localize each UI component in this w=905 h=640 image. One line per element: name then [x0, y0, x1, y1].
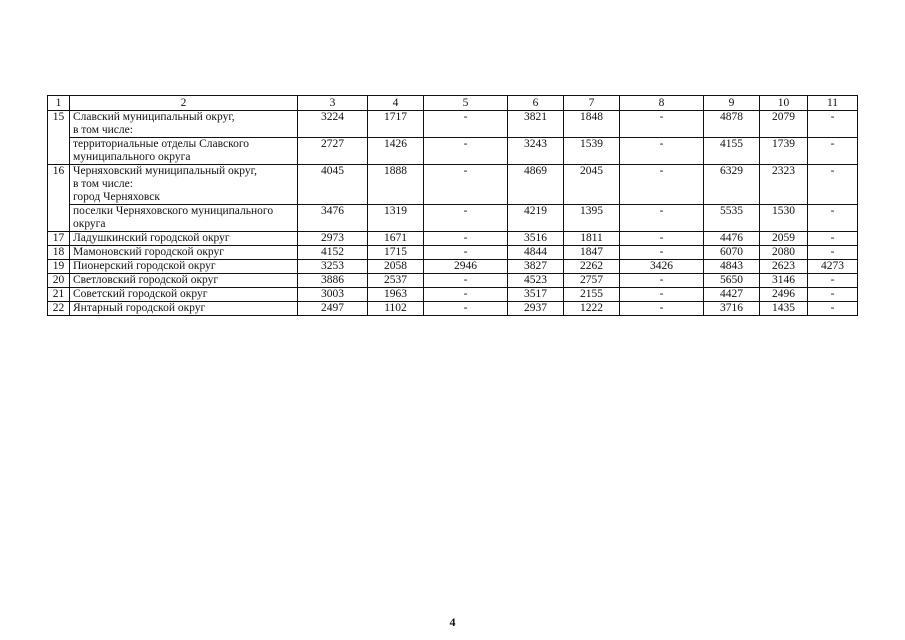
value-cell: -: [424, 111, 508, 138]
header-cell: 7: [564, 96, 620, 111]
value-cell: 3253: [298, 260, 368, 274]
municipality-name-line: Советский городской округ: [73, 288, 208, 300]
value-cell: 2323: [760, 165, 808, 205]
value-cell: 6070: [704, 246, 760, 260]
value-cell: 5535: [704, 205, 760, 232]
value-cell: 4843: [704, 260, 760, 274]
value-cell: 2623: [760, 260, 808, 274]
municipality-name-line: в том числе:: [73, 124, 133, 136]
value-cell: 2045: [564, 165, 620, 205]
value-cell: 4155: [704, 138, 760, 165]
header-cell: 3: [298, 96, 368, 111]
value-cell: -: [620, 111, 704, 138]
row-number-cell: 15: [48, 111, 70, 138]
municipality-name-line: Мамоновский городской округ: [73, 246, 224, 258]
header-cell: 10: [760, 96, 808, 111]
municipality-name-line: округа: [73, 218, 106, 230]
value-cell: 4427: [704, 288, 760, 302]
value-cell: -: [424, 302, 508, 316]
row-number-cell: 19: [48, 260, 70, 274]
page-number: 4: [449, 615, 456, 629]
header-cell: 6: [508, 96, 564, 111]
value-cell: 2080: [760, 246, 808, 260]
value-cell: -: [620, 302, 704, 316]
value-cell: -: [808, 138, 858, 165]
value-cell: -: [620, 138, 704, 165]
value-cell: -: [808, 274, 858, 288]
header-cell: 9: [704, 96, 760, 111]
municipality-name-cell: [70, 138, 298, 165]
value-cell: 5650: [704, 274, 760, 288]
municipality-name-cell: [70, 260, 298, 274]
value-cell: -: [808, 288, 858, 302]
header-cell: 4: [368, 96, 424, 111]
value-cell: 1848: [564, 111, 620, 138]
value-cell: 2757: [564, 274, 620, 288]
value-cell: 1222: [564, 302, 620, 316]
value-cell: 1435: [760, 302, 808, 316]
value-cell: -: [424, 246, 508, 260]
header-cell: 2: [70, 96, 298, 111]
data-table: [47, 95, 858, 316]
table-row: [48, 232, 858, 246]
value-cell: 2079: [760, 111, 808, 138]
value-cell: 1671: [368, 232, 424, 246]
value-cell: -: [620, 205, 704, 232]
municipality-name-line: муниципального округа: [73, 151, 191, 163]
table-body: [48, 96, 858, 316]
header-cell: 5: [424, 96, 508, 111]
row-number-cell: 22: [48, 302, 70, 316]
table-row: [48, 302, 858, 316]
municipality-name-line: в том числе:: [73, 178, 133, 190]
table-row: [48, 165, 858, 205]
value-cell: 1102: [368, 302, 424, 316]
value-cell: 1395: [564, 205, 620, 232]
value-cell: 1888: [368, 165, 424, 205]
value-cell: 3516: [508, 232, 564, 246]
value-cell: 4869: [508, 165, 564, 205]
row-number-cell: 18: [48, 246, 70, 260]
value-cell: 3716: [704, 302, 760, 316]
row-number-cell: 17: [48, 232, 70, 246]
municipality-name-cell: [70, 232, 298, 246]
value-cell: 2058: [368, 260, 424, 274]
value-cell: -: [424, 288, 508, 302]
row-number-cell: 21: [48, 288, 70, 302]
value-cell: 4476: [704, 232, 760, 246]
municipality-name-cell: [70, 165, 298, 205]
value-cell: -: [808, 205, 858, 232]
value-cell: 2937: [508, 302, 564, 316]
municipality-name-line: Ладушкинский городской округ: [73, 232, 230, 244]
value-cell: 3426: [620, 260, 704, 274]
value-cell: -: [808, 246, 858, 260]
value-cell: 3827: [508, 260, 564, 274]
value-cell: 4878: [704, 111, 760, 138]
value-cell: 3146: [760, 274, 808, 288]
municipality-name-line: Черняховский муниципальный округ,: [73, 165, 257, 177]
value-cell: -: [620, 246, 704, 260]
header-cell: 1: [48, 96, 70, 111]
table-row: [48, 205, 858, 232]
value-cell: 1963: [368, 288, 424, 302]
table-header-row: [48, 96, 858, 111]
value-cell: -: [424, 165, 508, 205]
municipality-name-cell: [70, 205, 298, 232]
value-cell: 4844: [508, 246, 564, 260]
value-cell: -: [808, 302, 858, 316]
value-cell: -: [808, 165, 858, 205]
value-cell: -: [424, 205, 508, 232]
value-cell: 3003: [298, 288, 368, 302]
municipality-name-line: Янтарный городской округ: [73, 302, 206, 314]
value-cell: 3517: [508, 288, 564, 302]
value-cell: 1811: [564, 232, 620, 246]
municipality-name-line: поселки Черняховского муниципального: [73, 205, 274, 217]
value-cell: 3476: [298, 205, 368, 232]
value-cell: 6329: [704, 165, 760, 205]
header-cell: 8: [620, 96, 704, 111]
municipality-name-line: город Черняховск: [73, 191, 160, 203]
value-cell: 1530: [760, 205, 808, 232]
value-cell: 2262: [564, 260, 620, 274]
value-cell: -: [620, 288, 704, 302]
value-cell: 2973: [298, 232, 368, 246]
value-cell: 4523: [508, 274, 564, 288]
municipality-name-line: Светловский городской округ: [73, 274, 219, 286]
table-row: [48, 260, 858, 274]
table-row: [48, 288, 858, 302]
value-cell: 2727: [298, 138, 368, 165]
value-cell: -: [424, 274, 508, 288]
value-cell: 1739: [760, 138, 808, 165]
value-cell: 2496: [760, 288, 808, 302]
value-cell: 1717: [368, 111, 424, 138]
value-cell: 4152: [298, 246, 368, 260]
value-cell: 1539: [564, 138, 620, 165]
value-cell: 4273: [808, 260, 858, 274]
value-cell: 2537: [368, 274, 424, 288]
value-cell: -: [808, 232, 858, 246]
municipality-name-cell: [70, 288, 298, 302]
value-cell: 1847: [564, 246, 620, 260]
value-cell: -: [808, 111, 858, 138]
value-cell: 3224: [298, 111, 368, 138]
value-cell: 4045: [298, 165, 368, 205]
table-row: [48, 274, 858, 288]
value-cell: -: [424, 232, 508, 246]
table-row: [48, 246, 858, 260]
value-cell: 3243: [508, 138, 564, 165]
value-cell: -: [620, 274, 704, 288]
municipality-name-cell: [70, 246, 298, 260]
value-cell: 4219: [508, 205, 564, 232]
value-cell: 3821: [508, 111, 564, 138]
value-cell: -: [620, 232, 704, 246]
value-cell: 3886: [298, 274, 368, 288]
value-cell: 2497: [298, 302, 368, 316]
table-row: [48, 111, 858, 138]
header-cell: 11: [808, 96, 858, 111]
value-cell: 2946: [424, 260, 508, 274]
value-cell: 1426: [368, 138, 424, 165]
row-number-cell: 16: [48, 165, 70, 205]
municipality-name-cell: [70, 274, 298, 288]
value-cell: -: [620, 165, 704, 205]
row-number-cell: [48, 138, 70, 165]
value-cell: 2059: [760, 232, 808, 246]
value-cell: 1319: [368, 205, 424, 232]
municipality-name-line: территориальные отделы Славского: [73, 138, 250, 150]
row-number-cell: [48, 205, 70, 232]
municipality-name-line: Славский муниципальный округ,: [73, 111, 235, 123]
value-cell: 2155: [564, 288, 620, 302]
table-row: [48, 138, 858, 165]
value-cell: -: [424, 138, 508, 165]
municipality-name-cell: [70, 111, 298, 138]
municipality-name-line: Пионерский городской округ: [73, 260, 216, 272]
value-cell: 1715: [368, 246, 424, 260]
municipality-name-cell: [70, 302, 298, 316]
row-number-cell: 20: [48, 274, 70, 288]
